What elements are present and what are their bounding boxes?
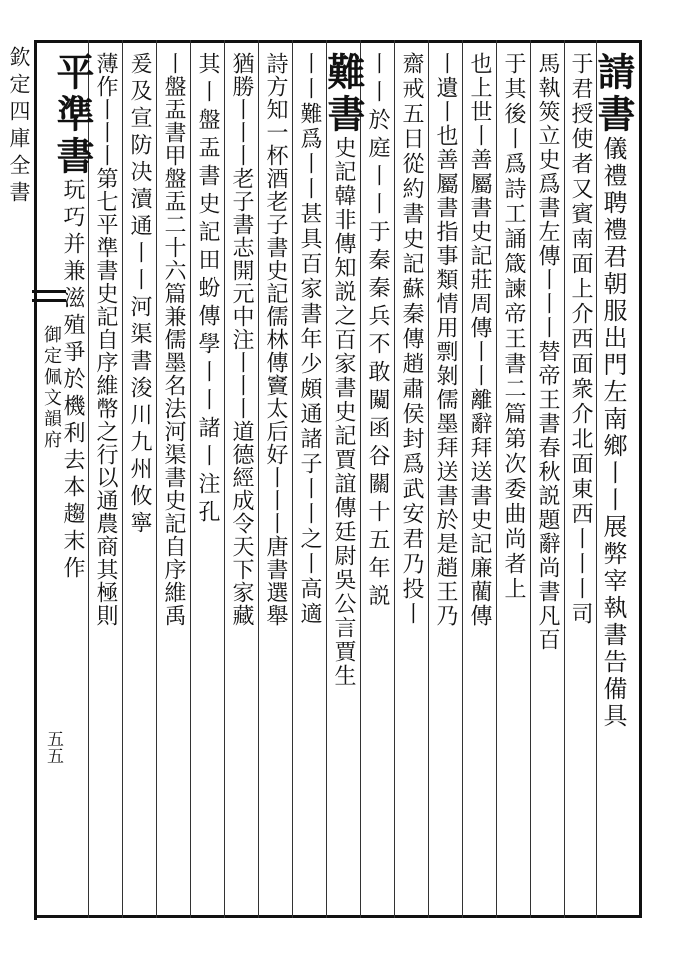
text-column [496, 52, 530, 907]
column-text: 馬執筴立史爲書左傳丨丨丨替帝王書春秋説題辭尚書凡百 [535, 52, 560, 652]
column-text: 詩方知一杯酒老子書史記儒林傳竇太后好丨丨丨唐書選舉 [263, 52, 288, 627]
edge-title: 欽定四庫全書 [7, 46, 31, 208]
column-text: 儀禮聘禮君朝服出門左南鄉丨丨展弊宰執書告備具 [599, 136, 627, 730]
text-column [428, 52, 462, 907]
text-column [530, 52, 564, 907]
frame-inner-rule [640, 40, 641, 918]
column-text: 猶勝丨丨丨老子書志開元中注丨丨丨道德經成令天下家藏 [229, 52, 254, 627]
entry-heading: 難書 [321, 52, 366, 136]
column-text: 丨丨難爲丨丨甚具百家書年少頗通諸子丨丨之丨高適 [297, 52, 322, 627]
column-text: 丨遺丨也善屬書指事類情用剽剝儒墨拜送書於是趙王乃 [433, 52, 458, 628]
column-text: 丨盤盂書甲盤盂二十六篇兼儒墨名法河渠書史記自序維禹 [161, 52, 186, 627]
page-number: 五五 [43, 730, 63, 764]
column-text: 爰及宣防决瀆通丨丨河渠書浚川九州攸寧 [127, 52, 152, 538]
text-column [88, 52, 122, 907]
text-column [394, 52, 428, 907]
text-column [190, 52, 224, 907]
entry-heading: 請書 [591, 52, 636, 136]
text-column [292, 52, 326, 907]
text-column [258, 52, 292, 907]
text-column [591, 52, 636, 907]
entry-heading: 平準書 [50, 52, 95, 178]
column-text: 齋戒五日從約書史記蘇秦傳趙肅侯封爲武安君乃投丨 [399, 52, 424, 627]
text-column [224, 52, 258, 907]
column-text: 其丨盤盂書史記田蚡傳學丨丨諸丨注孔 [195, 52, 220, 528]
text-column [321, 52, 366, 907]
column-text: 于其後丨爲詩工誦箴諫帝王書二篇第次委曲尚者上 [501, 52, 526, 602]
text-column [360, 52, 394, 907]
column-text: 玩巧并兼滋殖爭於機利去本趨末作 [60, 178, 85, 583]
column-text: 史記韓非傳知説之百家書史記賈誼傳廷尉吳公言賈生 [331, 136, 356, 688]
column-text: 薄作丨丨丨第七平準書史記自序維幣之行以通農商其極則 [93, 52, 118, 627]
text-column [156, 52, 190, 907]
text-column [462, 52, 496, 907]
column-text: 丨丨於庭丨丨于秦秦兵不敢闚函谷關十五年説 [365, 52, 390, 612]
column-text: 于君授使者又賓南面上介西面衆介北面東西丨丨丨司 [568, 52, 593, 627]
edge-bar [34, 40, 37, 920]
column-text: 也上世丨善屬書史記莊周傳丨丨離辭拜送書史記廉藺傳 [467, 52, 492, 628]
edge-subtitle: 御定佩文韻府 [41, 325, 62, 451]
text-column [122, 52, 156, 907]
text-column [564, 52, 596, 907]
